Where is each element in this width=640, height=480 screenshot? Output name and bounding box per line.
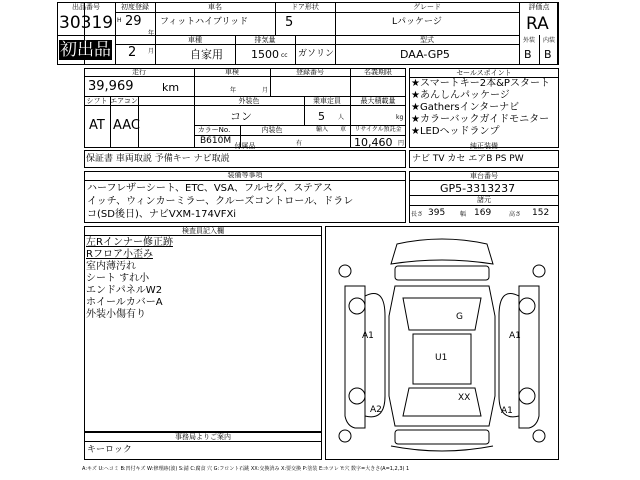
color-no: B610M — [200, 136, 232, 146]
disp: 1500 — [251, 48, 279, 61]
inspector-label: 検査員記入欄 — [182, 227, 224, 235]
inspect-year: 年 — [230, 87, 237, 94]
inspect-label: 車検 — [225, 68, 239, 76]
inspector-note: 左Rインナー修正跡 — [86, 237, 173, 248]
capacity: 5 — [318, 110, 325, 123]
load-label: 最大積載量 — [360, 97, 396, 105]
reg-label: 登録番号 — [296, 68, 324, 76]
legend: A:キズ U:ヘコミ B:凹付キズ W:修理跡(波) S:錆 C:腐食 穴 G:フロント石跳 XX:交換済み X:要交換 P:塗装 E:ホツレ Y:穴 数字=大きさ(A=1,2,3) 1 — [82, 466, 410, 472]
use-label: 車種 — [188, 36, 202, 44]
sales-point: ★Gathersインターナビ — [411, 102, 520, 113]
damage-mark: A1 — [509, 331, 521, 341]
inspect-month: 月 — [262, 87, 269, 94]
equip-line: ハーフレザーシート、ETC、VSA、フルセグ、ステアス — [87, 183, 333, 194]
inspector-note: 室内薄汚れ — [86, 261, 136, 272]
damage-mark: G — [456, 312, 463, 322]
model: DAA-GP5 — [400, 48, 450, 61]
use: 自家用 — [190, 48, 223, 61]
office: キーロック — [87, 445, 132, 455]
capacity-label: 乗車定員 — [313, 97, 341, 105]
shift: AT — [89, 118, 105, 133]
wid: 169 — [474, 208, 492, 218]
first-reg-month: 2 — [128, 45, 137, 60]
int-label: 内装 — [542, 37, 555, 44]
month-unit: 月 — [148, 48, 155, 55]
equip-line: イッチ、ウィンカーミラー、クルーズコントロール、ドラレ — [87, 196, 354, 207]
hist-unit: 有 — [296, 140, 303, 147]
len-label: 長さ — [411, 211, 424, 218]
damage-mark: U1 — [435, 353, 448, 363]
damage-mark: A1 — [501, 406, 513, 416]
score-label: 評価点 — [528, 3, 550, 11]
disp-label: 排気量 — [254, 36, 276, 44]
dims-label: 諸元 — [477, 196, 491, 204]
recycle: 10,460 — [354, 136, 393, 149]
chassis-label: 車台番号 — [470, 172, 498, 180]
color-no-label: カラーNo. — [197, 126, 231, 134]
damage-mark: XX — [458, 393, 471, 403]
int-score: B — [544, 48, 552, 61]
year-unit: 年 — [148, 30, 155, 37]
recycle-label: リサイクル預託金 — [354, 126, 402, 133]
color: コン — [230, 110, 252, 123]
era: H — [117, 17, 122, 24]
sales-point: ★スマートキー2本&Pスタート — [411, 78, 550, 89]
equip-line: コ(SD後日)、ナビVXM-174VFXi — [87, 209, 237, 220]
mileage-label: 走行 — [132, 68, 146, 76]
grade: Lパッケージ — [392, 17, 442, 27]
inspector-note: Rフロア小歪み — [86, 249, 153, 260]
owner-label: 名義期限 — [364, 68, 392, 76]
score: RA — [526, 14, 549, 34]
wid-label: 幅 — [460, 211, 467, 218]
mileage-unit: km — [162, 81, 180, 94]
inspector-notes — [86, 237, 173, 321]
interior-label: 内装色 — [261, 126, 283, 134]
disp-unit: cc — [281, 52, 288, 59]
import-label: 輸入 — [316, 126, 329, 133]
ext-score: B — [524, 48, 532, 61]
inspector-note: ホイールカバーA — [86, 297, 163, 308]
sales-points-list — [411, 78, 559, 138]
first-reg-label: 初度登録 — [121, 3, 149, 11]
sales-points-label: セールスポイント — [456, 69, 512, 77]
office-label: 事務局よりご案内 — [175, 433, 231, 441]
sales-point: ★LEDヘッドランプ — [411, 126, 500, 137]
hgt-label: 高さ — [509, 211, 522, 218]
mileage: 39,969 — [88, 79, 134, 94]
equip-label: 装備等事項 — [227, 171, 263, 179]
capacity-unit: 人 — [338, 114, 345, 121]
ext-label: 外装 — [522, 37, 535, 44]
inspector-note: 外装小傷有り — [86, 309, 146, 320]
car-diagram — [325, 226, 559, 460]
ac: AAC — [113, 118, 140, 133]
model-label: 型式 — [420, 36, 434, 44]
color-label: 外装色 — [238, 97, 260, 105]
car-name-label: 車名 — [208, 3, 222, 11]
inspector-note: エンドパネルW2 — [86, 285, 163, 296]
import-unit: 車 — [340, 126, 347, 133]
hgt: 152 — [532, 208, 550, 218]
doors-label: ドア形状 — [291, 3, 319, 11]
first-reg-year: 29 — [125, 14, 142, 29]
len: 395 — [428, 208, 446, 218]
lot-number: 30319 — [59, 13, 114, 33]
ac-label: エアコン — [110, 97, 138, 105]
grade-label: グレード — [413, 3, 441, 11]
lot-label: 出品番号 — [72, 3, 100, 11]
shift-label: シフト — [86, 97, 108, 105]
car-name: フィットハイブリッド — [160, 17, 249, 27]
damage-mark: A1 — [362, 331, 374, 341]
doors: 5 — [285, 15, 294, 30]
fuel: ガソリン — [298, 49, 335, 59]
inspector-note: シート すれ小 — [86, 273, 150, 284]
sales-point: ★カラーバックガイドモニター — [411, 114, 550, 125]
options-label: 純正装備 — [470, 142, 498, 150]
options: ナビ TV カセ エアB PS PW — [412, 154, 524, 164]
damage-mark: A2 — [370, 405, 382, 415]
load-unit: kg — [396, 114, 404, 121]
first-listing: 初出品 — [60, 40, 111, 60]
recycle-unit: 円 — [398, 140, 405, 147]
sales-point: ★あんしんパッケージ — [411, 90, 510, 101]
docs-label: 付属品 — [234, 142, 256, 150]
docs: 保証書 車両取説 予備キー ナビ取説 — [86, 154, 230, 164]
chassis: GP5-3313237 — [440, 182, 516, 195]
